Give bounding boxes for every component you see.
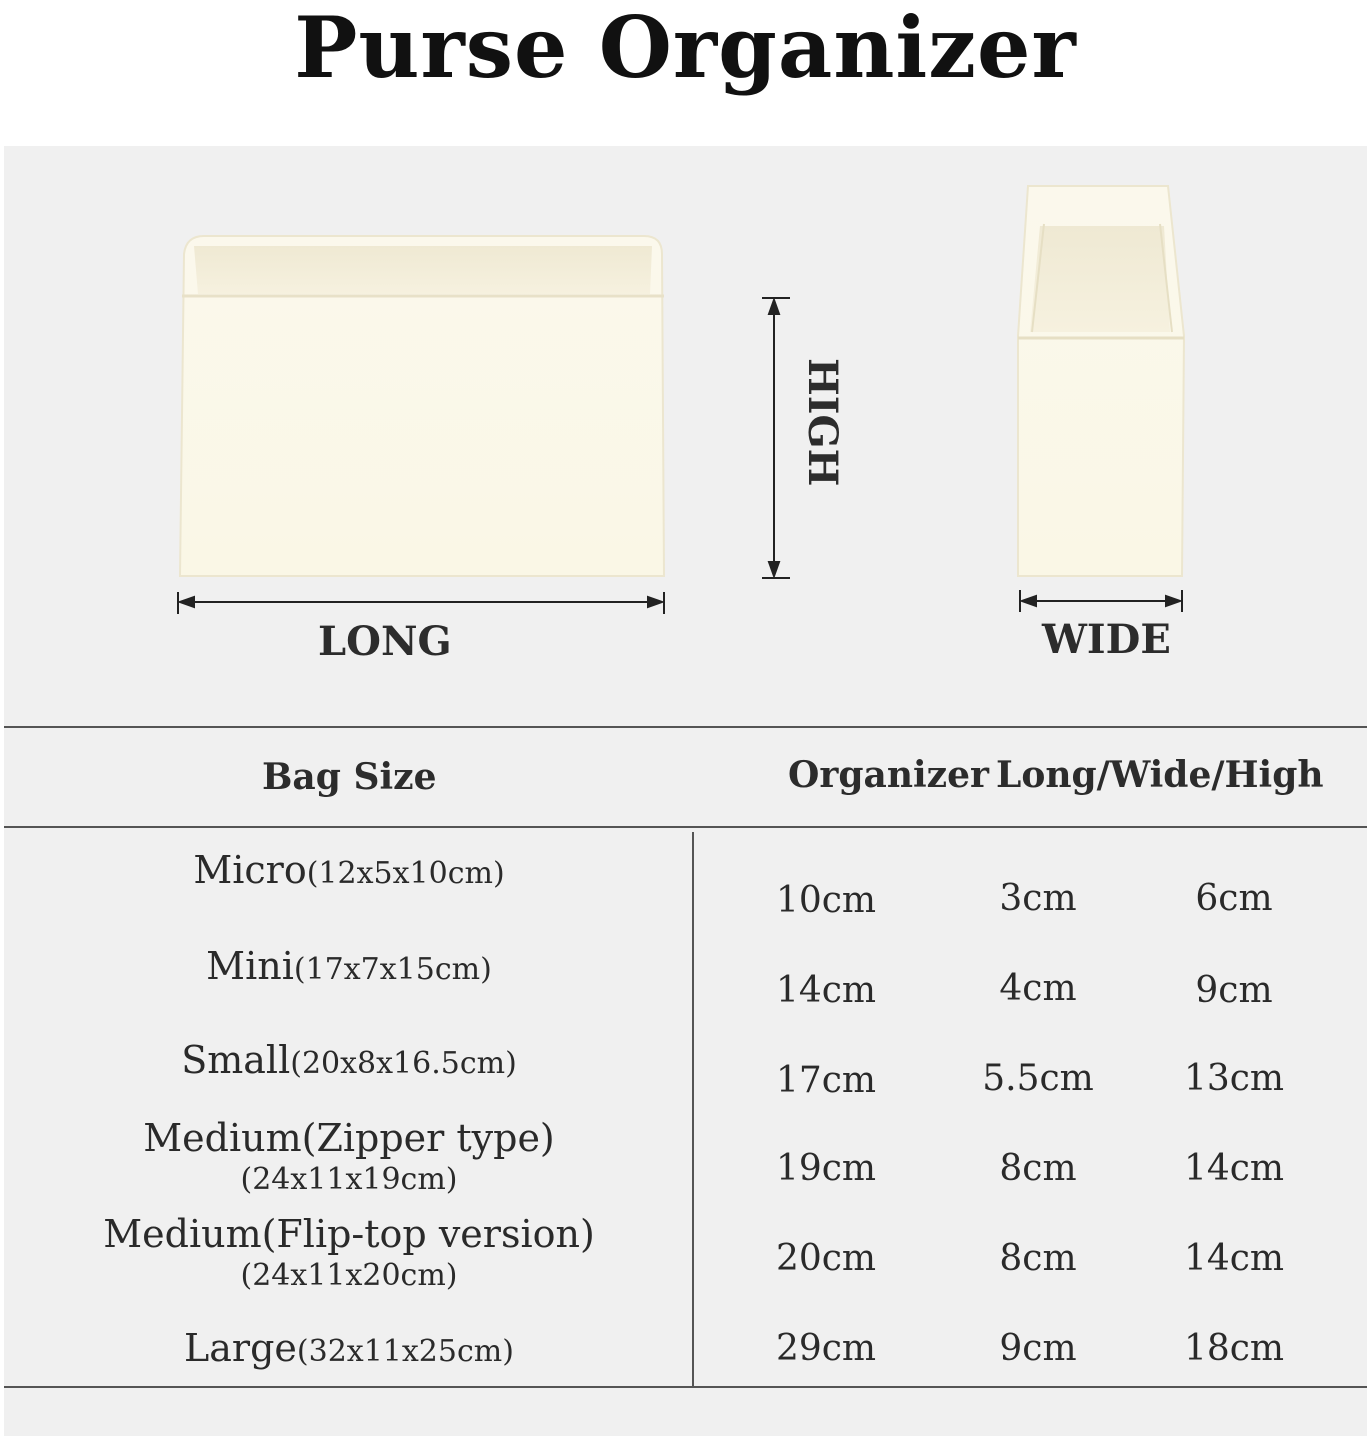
table-row-bag-dims: (24x11x19cm) (240, 1162, 458, 1197)
table-row-bag-size: Micro(12x5x10cm) (193, 848, 505, 892)
high-label: HIGH (799, 358, 846, 487)
table-cell-high: 14cm (1183, 1238, 1285, 1279)
table-cell-long: 17cm (775, 1060, 877, 1101)
table-row-bag-size: Mini(17x7x15cm) (206, 944, 492, 988)
table-cell-long: 19cm (775, 1148, 877, 1189)
table-cell-long: 29cm (775, 1328, 877, 1369)
table-top-rule (4, 726, 1367, 728)
table-cell-high: 13cm (1183, 1058, 1285, 1099)
table-cell-long: 10cm (775, 880, 877, 921)
high-arrow (762, 298, 790, 578)
table-cell-long: 20cm (775, 1238, 877, 1279)
table-row-bag-size: Large(32x11x25cm) (184, 1326, 514, 1370)
table-cell-high: 18cm (1183, 1328, 1285, 1369)
table-row-bag-size: Small(20x8x16.5cm) (181, 1038, 517, 1082)
table-cell-wide: 4cm (999, 968, 1077, 1009)
wide-label: WIDE (1042, 616, 1171, 663)
wide-organizer-image (1018, 186, 1184, 576)
table-cell-wide: 9cm (999, 1328, 1077, 1369)
table-cell-high: 14cm (1183, 1148, 1285, 1189)
header-organizer: Organizer (788, 754, 989, 796)
page-title: Purse Organizer (294, 0, 1077, 97)
long-organizer-image (180, 236, 664, 576)
table-row-bag-dims: (24x11x20cm) (240, 1258, 458, 1293)
table-cell-long: 14cm (775, 970, 877, 1011)
table-cell-high: 9cm (1195, 970, 1273, 1011)
header-bag-size: Bag Size (262, 756, 437, 798)
table-cell-wide: 3cm (999, 878, 1077, 919)
table-header-rule (4, 826, 1367, 828)
long-arrow (178, 592, 664, 614)
long-label: LONG (318, 618, 452, 665)
wide-arrow (1020, 590, 1182, 612)
table-cell-wide: 8cm (999, 1148, 1077, 1189)
table-column-divider (692, 832, 694, 1386)
table-row-bag-size: Medium(Zipper type) (143, 1116, 555, 1160)
header-long-wide-high: Long/Wide/High (996, 754, 1324, 796)
table-row-bag-size: Medium(Flip-top version) (103, 1212, 595, 1256)
table-bottom-rule (4, 1386, 1367, 1388)
table-cell-wide: 8cm (999, 1238, 1077, 1279)
table-cell-high: 6cm (1195, 878, 1273, 919)
product-panel (4, 146, 1367, 1436)
table-cell-wide: 5.5cm (982, 1058, 1094, 1099)
